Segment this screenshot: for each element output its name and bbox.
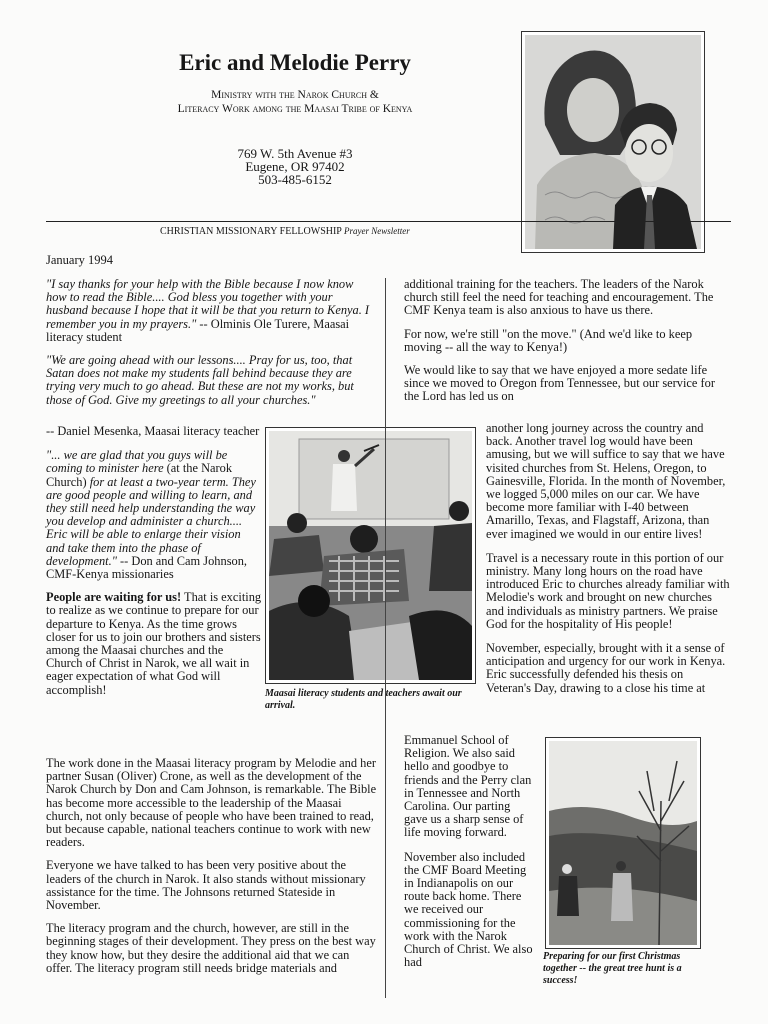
quote-johnson-attribution: -- Don and Cam Johnson, CMF-Kenya missionaries [46,553,248,582]
mailing-address [180,147,410,186]
quote-mesenka-text: "We are going ahead with our lessons.... Pray for us, too, that Satan does not make my students fall behind because they are trying very much to go ahead. But these are not my works, but those of God. Give my greetings to all your churches." [46,353,354,407]
address-street: 769 W. 5th Avenue #3 [237,146,353,161]
quote-johnson-part2: (at the Narok Church) [46,461,233,489]
paragraph-november: November, especially, brought with it a sense of anticipation and urgency for our work in Kenya. Eric successfully defended his thesis on Veteran's Day, drawing to a close his time at [486,641,726,695]
address-phone: 503-485-6152 [258,172,332,187]
paragraph-waiting [46,591,262,697]
paragraph-sedate-life: We would like to say that we have enjoyed a more sedate life since we moved to Oregon from Tennessee, but our service for the Lord has led us on [404,363,715,404]
paragraph-waiting-text: That is exciting to realize as we continue to prepare for our departure to Kenya. As the time grows closer for us to join our brothers and sisters among the Maasai churches and the Church of Christ in Narok, we all wait in eager expectation of what God will accomplish! [46,590,262,697]
tree-hunt-photo-image [549,741,697,945]
quote-johnson-part3: for at least a two-year term. They are good people and willing to learn, and they still need help understanding the way you develop and administer a church.... Eric will be able to enlarge their vision and take them into the phase of development." [46,474,256,568]
ministry-subtitle [80,88,510,116]
paragraph-travel-log: another long journey across the country and back. Another travel log would have been amusing, but we will suffice to say that we have visited churches from St. Helens, Oregon, to Gainesville, Florida. In the month of November, we logged 5,000 miles on our car. We have become more familiar with I-40 between Amarillo, Texas, and Flagstaff, Arizona, than ever imagined we would in our entire lives! [486,421,726,541]
left-column-bottom [46,757,378,975]
tree-hunt-photo [545,737,701,949]
paragraph-on-the-move: For now, we're still "on the move." (And we'd like to keep moving -- all the way to Kenya!) [404,326,693,354]
issue-date: January 1994 [46,253,113,267]
left-column-top [46,278,372,407]
masthead-type: Prayer Newsletter [344,226,410,236]
portrait-photo-image [525,35,701,249]
portrait-photo [521,31,705,253]
quote-mesenka [46,354,372,407]
paragraph-cmf-board: November also included the CMF Board Meeting in Indianapolis on our route back home. There we received our commissioning for the work with the Narok Church of Christ. We also had [404,849,533,970]
masthead-rule [46,221,731,222]
masthead-org: CHRISTIAN MISSIONARY FELLOWSHIP [160,226,342,237]
classroom-photo-caption: Maasai literacy students and teachers await our arrival. [265,688,462,711]
paragraph-training: additional training for the teachers. The leaders of the Narok church still feel the need for teaching and encouragement. The CMF Kenya team is also anxious to have us there. [404,277,714,318]
paragraph-beginning-stages: The literacy program and the church, however, are still in the beginning stages of their development. They press on the best way they know how, but they desire the additional aid that we can offer. The literacy program still needs bridge materials and [46,921,376,975]
left-column-narrow [46,425,262,697]
masthead [160,226,410,237]
right-column-top [404,278,730,404]
newsletter-title: Eric and Melodie Perry [179,50,411,75]
quote-johnson [46,449,262,581]
quote-turere [46,278,372,344]
subtitle-line-2: Literacy Work among the Maasai Tribe of Kenya [177,103,413,115]
paragraph-necessary-route: Travel is a necessary route in this portion of our ministry. Many long hours on the road have introduced Eric to churches already familiar with Melodie's work and brought on new churches and individuals as ministry partners. We praise God for the hospitality of His people! [486,550,730,631]
tree-hunt-photo-caption: Preparing for our first Christmas together -- the great tree hunt is a success! [543,951,682,986]
classroom-photo [265,427,476,684]
paragraph-literacy-work: The work done in the Maasai literacy program by Melodie and her partner Susan (Oliver) Crone, as well as the development of the Narok Church by Don and Cam Johnson, is remarkable. The Bible has become more accessible to the leadership of the Maasai church, not only because of people who have been trained to read, but because capable, national teachers continue to work with new readers. [46,756,377,850]
quote-mesenka-attribution: -- Daniel Mesenka, Maasai literacy teacher [46,424,260,438]
paragraph-church-leaders: Everyone we have talked to has been very positive about the leaders of the church in Narok. It also stands without missionary assistance for the time. The Johnsons returned Stateside in November. [46,858,366,913]
quote-johnson-part1: "... we are glad that you guys will be coming to minister here [46,448,228,476]
paragraph-emmanuel: Emmanuel School of Religion. We also said hello and goodbye to friends and the Perry clan in Tennessee and North Carolina. Our parting gave us a sharp sense of life moving forward. [404,733,532,840]
subtitle-line-1: Ministry with the Narok Church & [211,89,379,101]
classroom-photo-image [269,431,472,680]
quote-turere-text: "I say thanks for your help with the Bible because I now know how to read the Bible.... God bless you together with your husband because I hope that it will be that you return to Kenya. I remember you in my prayers." [46,277,370,331]
quote-turere-attribution: -- Olminis Ole Turere, Maasai literacy student [46,316,350,344]
right-column-travel [486,422,730,695]
paragraph-waiting-lead: People are waiting for us! [46,590,182,605]
right-column-narrow [404,734,536,969]
column-divider [385,278,386,998]
address-city: Eugene, OR 97402 [245,159,345,174]
